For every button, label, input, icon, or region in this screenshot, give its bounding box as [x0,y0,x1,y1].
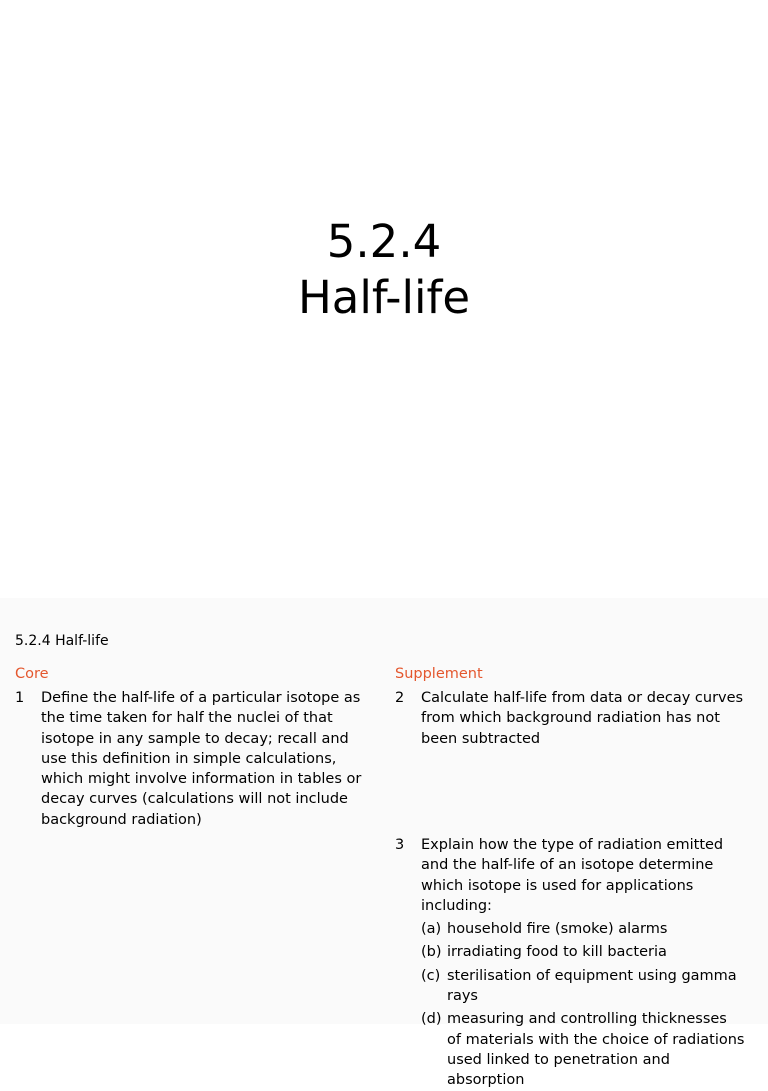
subitem-a [421,919,745,939]
section-heading: 5.2.4 Half-life [15,633,109,649]
item-3-text: Explain how the type of radiation emitted and the half-life of an isotope determine which isotope is used for applications including: [421,837,724,914]
subitem-list [421,919,745,1090]
supplement-item-2 [395,688,745,749]
subitem-text: measuring and controlling thicknesses of materials with the choice of radiations used linked to penetration and absorption [447,1011,745,1089]
item-3-body [395,835,745,1091]
item-number: 3 [395,837,405,853]
title-name: Half-life [297,271,471,324]
subitem-text: sterilisation of equipment using gamma rays [447,967,737,1005]
subitem-letter: (c) [421,967,441,984]
core-label: Core [15,666,49,682]
title-number: 5.2.4 [326,215,442,268]
supplement-label: Supplement [395,666,483,682]
subitem-c [421,966,745,1007]
supplement-column [395,666,745,749]
item-text [421,835,745,1091]
subitem-letter: (a) [421,921,442,938]
subitem-text: irradiating food to kill bacteria [447,944,667,961]
item-text: Calculate half-life from data or decay curves from which background radiation has not been subtracted [421,690,744,747]
item-text: Define the half-life of a particular isotope as the time taken for half the nuclei of that isotope in any sample to decay; recall and use this definition in simple calculations, which might involve information in tables or decay curves (calculations will not include background radiation) [41,690,362,828]
core-column [15,666,365,830]
syllabus-excerpt [0,598,768,1089]
item-number: 2 [395,690,405,706]
item-number: 1 [15,690,25,706]
subitem-letter: (b) [421,944,442,961]
supplement-item-3 [395,835,745,1091]
subitem-b [421,942,745,962]
subitem-d [421,1009,745,1090]
slide-title [0,214,768,326]
subitem-letter: (d) [421,1011,442,1028]
subitem-text: household fire (smoke) alarms [447,921,668,938]
core-item-1 [15,688,365,830]
